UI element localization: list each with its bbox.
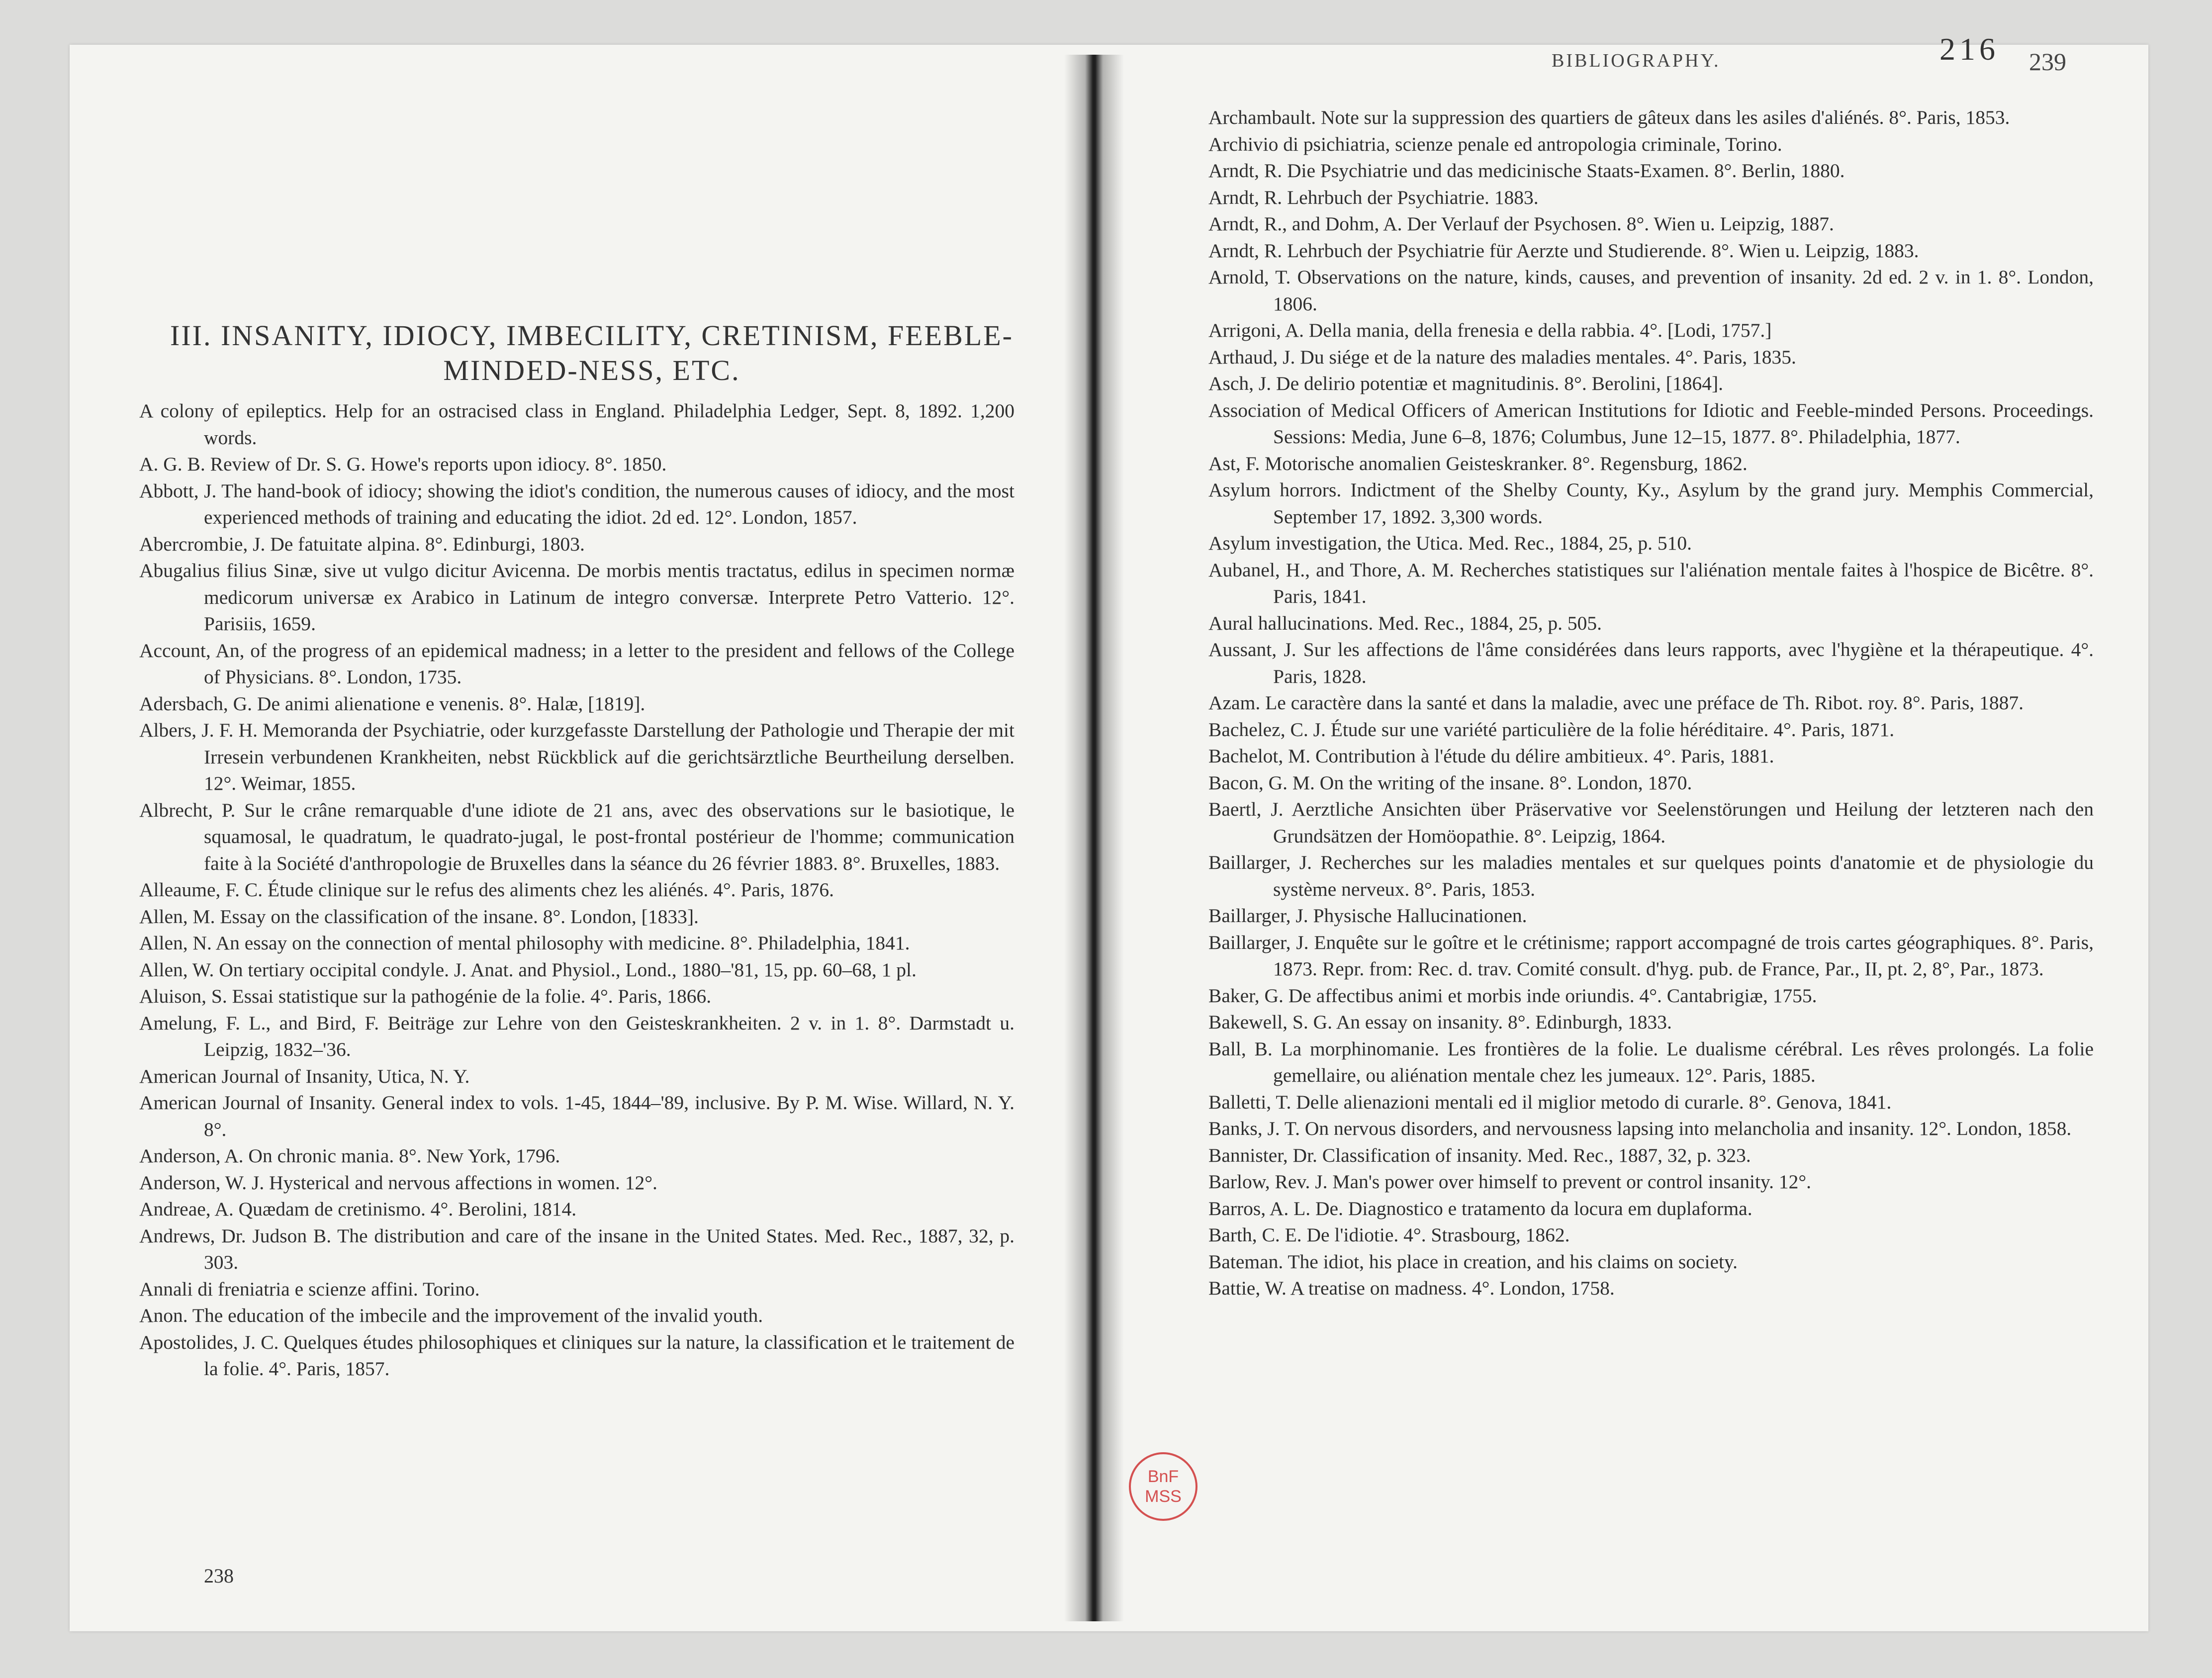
- bibliography-entry: Bachelot, M. Contribution à l'étude du délire ambitieux. 4°. Paris, 1881.: [1208, 745, 1774, 767]
- bibliography-entry: Baillarger, J. Recherches sur les maladies mentales et sur quelques points d'anatomie et de physiologie du système nerveux. 8°. Paris, 1853.: [1208, 851, 2094, 900]
- bibliography-entry: Baker, G. De affectibus animi et morbis inde oriundis. 4°. Cantabrigiæ, 1755.: [1208, 984, 1817, 1007]
- bibliography-entry: Anon. The education of the imbecile and the improvement of the invalid youth.: [139, 1305, 763, 1326]
- bibliography-entry: Arndt, R. Die Psychiatrie und das medicinische Staats-Examen. 8°. Berlin, 1880.: [1208, 160, 1845, 182]
- bibliography-entry: Baertl, J. Aerztliche Ansichten über Präservative vor Seelenstörungen und Heilung der letzteren nach den Grundsätzen der Homöopathie. 8°. Leipzig, 1864.: [1208, 798, 2094, 847]
- bibliography-entry: Asylum horrors. Indictment of the Shelby County, Ky., Asylum by the grand jury. Memphis Commercial, September 17, 1892. 3,300 words.: [1208, 479, 2094, 528]
- bibliography-entry: Bannister, Dr. Classification of insanity. Med. Rec., 1887, 32, p. 323.: [1208, 1144, 1751, 1166]
- printed-page-number-left: 238: [204, 1565, 234, 1587]
- bibliography-entry: Abercrombie, J. De fatuitate alpina. 8°. Edinburgi, 1803.: [139, 533, 585, 555]
- bibliography-entry: Aussant, J. Sur les affections de l'âme considérées dans leurs rapports, avec l'hygiène et la thérapeutique. 4°. Paris, 1828.: [1208, 639, 2094, 687]
- bibliography-entry: A colony of epileptics. Help for an ostracised class in England. Philadelphia Ledger, Sept. 8, 1892. 1,200 words.: [139, 400, 1014, 449]
- running-title: BIBLIOGRAPHY.: [1552, 50, 1721, 71]
- bibliography-entry: Banks, J. T. On nervous disorders, and nervousness lapsing into melancholia and insanity. 12°. London, 1858.: [1208, 1118, 2072, 1139]
- bibliography-entry: Bachelez, C. J. Étude sur une variété particulière de la folie héréditaire. 4°. Paris, 1871.: [1208, 718, 1895, 741]
- bibliography-entry: Asch, J. De delirio potentiæ et magnitudinis. 8°. Berolini, [1864].: [1208, 373, 1723, 394]
- right-page-entries: [1208, 104, 2094, 1302]
- stamp-line-1: BnF: [1147, 1467, 1179, 1486]
- bibliography-entry: Bakewell, S. G. An essay on insanity. 8°. Edinburgh, 1833.: [1208, 1011, 1672, 1033]
- section-title: III. INSANITY, IDIOCY, IMBECILITY, CRETINISM, FEEBLE-MINDED-NESS, ETC.: [170, 319, 1014, 386]
- bibliography-entry: Annali di freniatria e scienze affini. Torino.: [139, 1278, 480, 1300]
- bibliography-entry: Andreae, A. Quædam de cretinismo. 4°. Berolini, 1814.: [139, 1198, 577, 1220]
- bibliography-entry: Barlow, Rev. J. Man's power over himself to prevent or control insanity. 12°.: [1208, 1171, 1812, 1193]
- bibliography-entry: American Journal of Insanity. General index to vols. 1-45, 1844–'89, inclusive. By P. M. Wise. Willard, N. Y. 8°.: [139, 1092, 1014, 1140]
- bibliography-entry: Azam. Le caractère dans la santé et dans la maladie, avec une préface de Th. Ribot. roy. 8°. Paris, 1887.: [1208, 692, 2024, 714]
- bibliography-entry: A. G. B. Review of Dr. S. G. Howe's reports upon idiocy. 8°. 1850.: [139, 453, 667, 475]
- bibliography-entry: Barth, C. E. De l'idiotie. 4°. Strasbourg, 1862.: [1208, 1224, 1570, 1246]
- book-gutter-shadow: [1064, 55, 1124, 1621]
- bibliography-entry: Abugalius filius Sinæ, sive ut vulgo dicitur Avicenna. De morbis mentis tractatus, edilus in specimen normæ medicorum universæ ex Arabico in Latinum de integro conversæ. Interprete Petro Vatterio. 12°. Parisiis, 1659.: [139, 559, 1014, 635]
- bibliography-entry: Amelung, F. L., and Bird, F. Beiträge zur Lehre von den Geisteskrankheiten. 2 v. in 1. 8°. Darmstadt u. Leipzig, 1832–'36.: [139, 1012, 1014, 1060]
- bibliography-entry: Apostolides, J. C. Quelques études philosophiques et cliniques sur la nature, la classification et le traitement de la folie. 4°. Paris, 1857.: [139, 1331, 1014, 1380]
- library-stamp: [1129, 1452, 1198, 1521]
- bibliography-entry: Barros, A. L. De. Diagnostico e tratamento da locura em duplaforma.: [1208, 1197, 1752, 1219]
- bibliography-entry: Bateman. The idiot, his place in creation, and his claims on society.: [1208, 1250, 1738, 1273]
- bibliography-entry: Adersbach, G. De animi alienatione e venenis. 8°. Halæ, [1819].: [139, 692, 645, 715]
- bibliography-entry: Allen, M. Essay on the classification of the insane. 8°. London, [1833].: [139, 905, 699, 928]
- bibliography-entry: Allen, W. On tertiary occipital condyle. J. Anat. and Physiol., Lond., 1880–'81, 15, pp. 60–68, 1 pl.: [139, 958, 917, 981]
- bibliography-entry: Baillarger, J. Enquête sur le goître et le crétinisme; rapport accompagné de trois cartes géographiques. 8°. Paris, 1873. Repr. from: Rec. d. trav. Comité consult. d'hyg. pub. de France, Par., II, pt. 2, 8°, Par., 1873.: [1208, 931, 2094, 980]
- bibliography-entry: Balletti, T. Delle alienazioni mentali ed il miglior metodo di curarle. 8°. Genova, 1841.: [1208, 1091, 1892, 1113]
- bibliography-entry: Battie, W. A treatise on madness. 4°. London, 1758.: [1208, 1277, 1615, 1299]
- bibliography-entry: American Journal of Insanity, Utica, N. Y.: [139, 1065, 470, 1087]
- bibliography-entry: Ball, B. La morphinomanie. Les frontières de la folie. Le dualisme cérébral. Les rêves prolongés. La folie gemellaire, ou aliénation mentale chez les jumeaux. 12°. Paris, 1885.: [1208, 1037, 2094, 1086]
- bibliography-entry: Ast, F. Motorische anomalien Geisteskranker. 8°. Regensburg, 1862.: [1208, 452, 1748, 474]
- bibliography-entry: Aural hallucinations. Med. Rec., 1884, 25, p. 505.: [1208, 612, 1602, 634]
- bibliography-entry: Abbott, J. The hand-book of idiocy; showing the idiot's condition, the numerous causes of idiocy, and the most experienced methods of training and educating the idiot. 2d ed. 12°. London, 1857.: [139, 479, 1014, 528]
- bibliography-entry: Arrigoni, A. Della mania, della frenesia e della rabbia. 4°. [Lodi, 1757.]: [1208, 319, 1772, 341]
- bibliography-entry: Arndt, R. Lehrbuch der Psychiatrie für Aerzte und Studierende. 8°. Wien u. Leipzig, 1883.: [1208, 239, 1919, 262]
- bibliography-entry: Account, An, of the progress of an epidemical madness; in a letter to the president and fellows of the College of Physicians. 8°. London, 1735.: [139, 639, 1014, 688]
- bibliography-entry: Baillarger, J. Physische Hallucinationen.: [1208, 905, 1527, 927]
- bibliography-entry: Aubanel, H., and Thore, A. M. Recherches statistiques sur l'aliénation mentale faites à l'hospice de Bicêtre. 8°. Paris, 1841.: [1208, 559, 2094, 607]
- bibliography-entry: Allen, N. An essay on the connection of mental philosophy with medicine. 8°. Philadelphia, 1841.: [139, 932, 910, 954]
- bibliography-entry: Aluison, S. Essai statistique sur la pathogénie de la folie. 4°. Paris, 1866.: [139, 985, 712, 1007]
- bibliography-entry: Albrecht, P. Sur le crâne remarquable d'une idiote de 21 ans, avec des observations sur le basiotique, le squamosal, le quadratum, le quadrato-jugal, le post-frontal postérieur de l'homme; communication faite à la Société d'anthropologie de Bruxelles dans la séance du 26 février 1883. 8°. Bruxelles, 1883.: [139, 799, 1014, 874]
- bibliography-entry: Archivio di psichiatria, scienze penale ed antropologia criminale, Torino.: [1208, 133, 1782, 155]
- bibliography-entry: Association of Medical Officers of American Institutions for Idiotic and Feeble-minded Persons. Proceedings. Sessions: Media, June 6–8, 1876; Columbus, June 12–15, 1877. 8°. Philadelphia, 1877.: [1208, 399, 2094, 448]
- bibliography-entry: Alleaume, F. C. Étude clinique sur le refus des aliments chez les aliénés. 4°. Paris, 1876.: [139, 879, 834, 901]
- bibliography-entry: Asylum investigation, the Utica. Med. Rec., 1884, 25, p. 510.: [1208, 532, 1692, 554]
- bibliography-entry: Arnold, T. Observations on the nature, kinds, causes, and prevention of insanity. 2d ed. 2 v. in 1. 8°. London, 1806.: [1208, 266, 2094, 315]
- bibliography-entry: Archambault. Note sur la suppression des quartiers de gâteux dans les asiles d'aliénés. 8°. Paris, 1853.: [1208, 106, 2010, 128]
- bibliography-entry: Arthaud, J. Du siége et de la nature des maladies mentales. 4°. Paris, 1835.: [1208, 346, 1796, 368]
- folio-stamp-number: 216: [1939, 31, 1999, 67]
- bibliography-entry: Anderson, A. On chronic mania. 8°. New York, 1796.: [139, 1145, 560, 1167]
- bibliography-entry: Anderson, W. J. Hysterical and nervous affections in women. 12°.: [139, 1171, 657, 1194]
- bibliography-entry: Bacon, G. M. On the writing of the insane. 8°. London, 1870.: [1208, 771, 1692, 794]
- bibliography-entry: Arndt, R. Lehrbuch der Psychiatrie. 1883.: [1208, 186, 1539, 208]
- bibliography-entry: Arndt, R., and Dohm, A. Der Verlauf der Psychosen. 8°. Wien u. Leipzig, 1887.: [1208, 213, 1834, 235]
- bibliography-entry: Albers, J. F. H. Memoranda der Psychiatrie, oder kurzgefasste Darstellung der Pathologie und Therapie der mit Irresein verbundenen Krankheiten, nebst Rückblick auf die gerichtsärztliche Beurtheilung derselben. 12°. Weimar, 1855.: [139, 719, 1014, 794]
- left-page-entries: [139, 398, 1014, 1383]
- stamp-line-2: MSS: [1145, 1487, 1182, 1506]
- printed-page-number-right: 239: [2029, 48, 2066, 76]
- bibliography-entry: Andrews, Dr. Judson B. The distribution and care of the insane in the United States. Med. Rec., 1887, 32, p. 303.: [139, 1224, 1014, 1273]
